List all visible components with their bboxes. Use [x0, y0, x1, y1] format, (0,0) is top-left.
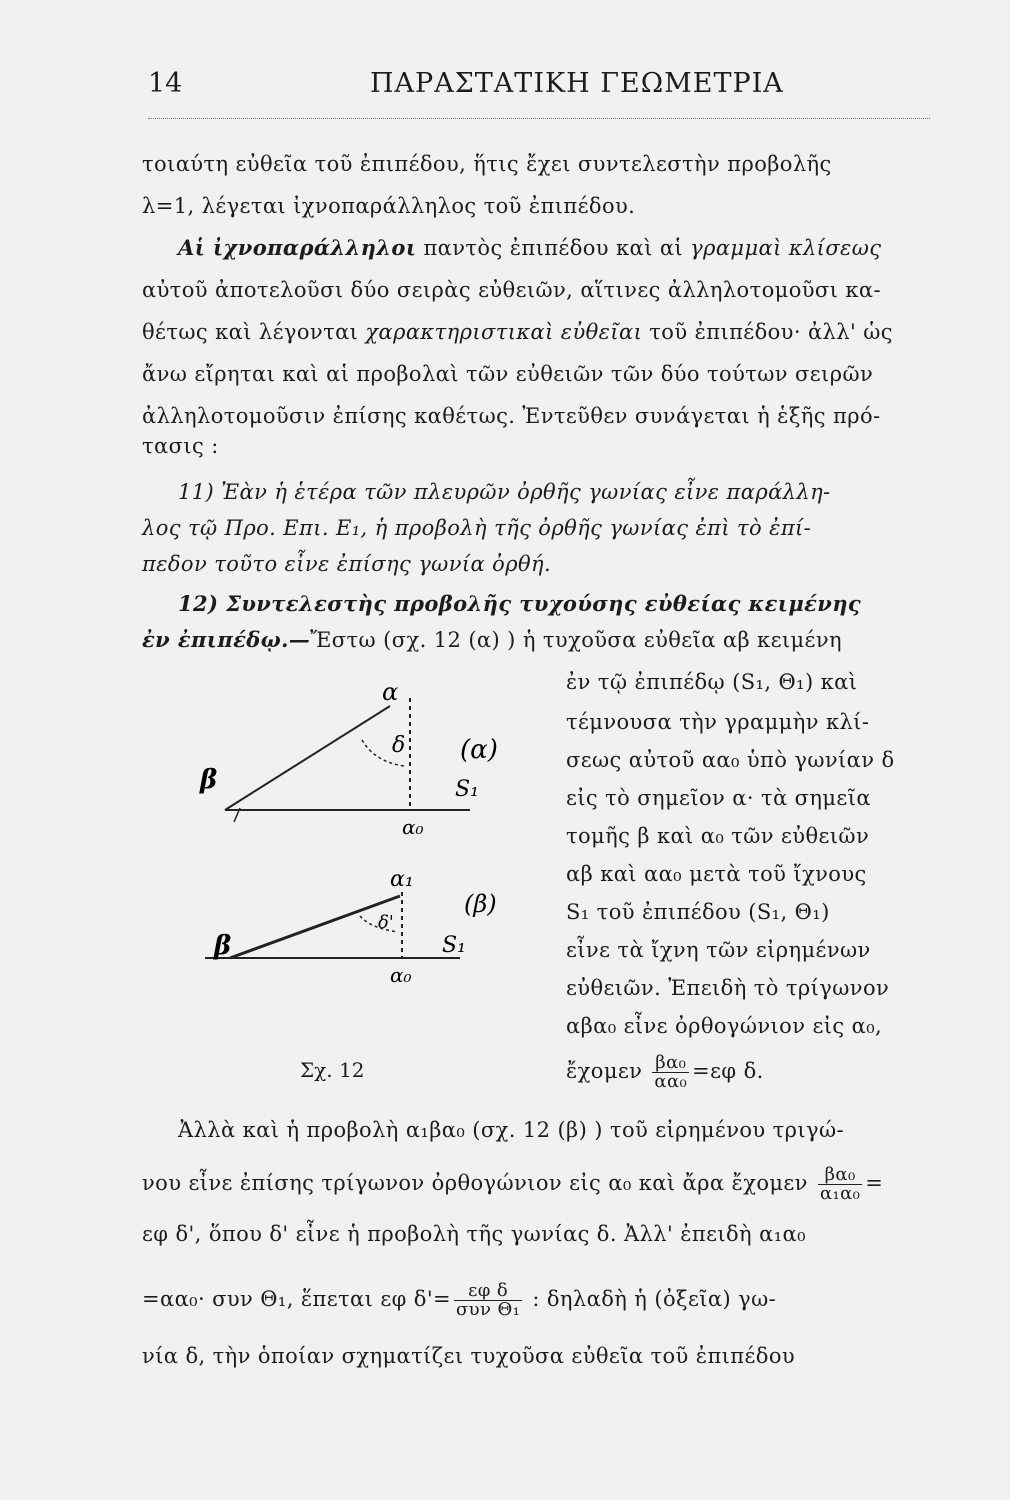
- text-line: ἐν τῷ ἐπιπέδῳ (S₁, Θ₁) καὶ: [566, 670, 858, 694]
- label-b: β: [200, 765, 218, 795]
- text-line: τομῆς β καὶ α₀ τῶν εὐθειῶν: [566, 824, 870, 848]
- text-line: εἰς τὸ σημεῖον α· τὰ σημεῖα: [566, 786, 871, 810]
- proposition-11: 11) Ἐὰν ἡ ἑτέρα τῶν πλευρῶν ὀρθῆς γωνίας εἶνε παράλλη-: [178, 480, 831, 504]
- denominator: αα₀: [654, 1071, 688, 1092]
- proposition-11-line: πεδον τοῦτο εἶνε ἐπίσης γωνία ὀρθή.: [142, 552, 552, 576]
- page-number: 14: [148, 68, 183, 99]
- running-header: [148, 60, 930, 108]
- header-rule: [148, 118, 930, 119]
- text-line: τέμνουσα τὴν γραμμὴν κλί-: [566, 710, 870, 734]
- figure-tag-beta: (β): [464, 890, 497, 918]
- running-title: ΠΑΡΑΣΤΑΤΙΚΗ ΓΕΩΜΕΤΡΙΑ: [370, 68, 784, 99]
- text-line: σεως αὐτοῦ αα₀ ὑπὸ γωνίαν δ: [566, 748, 895, 772]
- fraction: [652, 1054, 689, 1091]
- formula-line: [142, 1282, 776, 1319]
- text-span: : δηλαδὴ ἡ (ὀξεῖα) γω-: [525, 1287, 777, 1311]
- formula-line: [566, 1054, 764, 1091]
- text-line: λ=1, λέγεται ἰχνοπαράλληλος τοῦ ἐπιπέδου.: [142, 194, 636, 218]
- fraction: [818, 1166, 862, 1203]
- figure-12: [170, 670, 530, 1000]
- text-line: [142, 318, 893, 346]
- text-span: Ἔστω (σχ. 12 (α) ) ἡ τυχοῦσα εὐθεῖα αβ κειμένη: [310, 628, 842, 652]
- label-s1-projected: S₁: [442, 933, 466, 958]
- text-span: =εφ δ.: [692, 1059, 764, 1083]
- bold-term: ἐν ἐπιπέδῳ.—: [142, 627, 311, 652]
- text-line: τασις :: [142, 434, 219, 458]
- text-line: ἄνω εἴρηται καὶ αἱ προβολαὶ τῶν εὐθειῶν τῶν δύο τούτων σειρῶν: [142, 362, 874, 386]
- denominator: α₁α₀: [819, 1183, 861, 1204]
- formula-line: [142, 1166, 883, 1203]
- text-span: =αα₀· συν Θ₁, ἕπεται εφ δ'=: [142, 1287, 451, 1311]
- section-12-title: 12) Συντελεστὴς προβολῆς τυχούσης εὐθείας κειμένης: [178, 591, 862, 616]
- text-span: ἔχομεν: [566, 1059, 643, 1083]
- fraction: [454, 1282, 522, 1319]
- label-a: α: [382, 678, 399, 706]
- proposition-11-line: λος τῷ Προ. Επι. Ε₁, ἡ προβολὴ τῆς ὀρθῆς γωνίας ἐπὶ τὸ ἐπί-: [142, 516, 812, 540]
- numerator: εφ δ: [454, 1282, 522, 1301]
- label-a0: α₀: [402, 815, 424, 839]
- text-line: Ἀλλὰ καὶ ἡ προβολὴ α₁βα₀ (σχ. 12 (β) ) τοῦ εἰρημένου τριγώ-: [178, 1118, 845, 1142]
- text-span: παντὸς ἐπιπέδου καὶ αἱ: [416, 236, 691, 260]
- numerator: βα₀: [652, 1054, 689, 1073]
- text-span: τοῦ ἐπιπέδου· ἀλλ' ὡς: [642, 320, 893, 344]
- text-line: εὐθειῶν. Ἐπειδὴ τὸ τρίγωνον: [566, 976, 890, 1000]
- text-line: [142, 626, 842, 654]
- text-span: θέτως καὶ λέγονται: [142, 320, 366, 344]
- text-line: [178, 234, 881, 262]
- text-line: τοιαύτη εὐθεῖα τοῦ ἐπιπέδου, ἥτις ἔχει συντελεστὴν προβολῆς: [142, 152, 832, 176]
- text-line: εἶνε τὰ ἴχνη τῶν εἰρημένων: [566, 938, 871, 962]
- figure-drawing: [170, 670, 530, 1000]
- italic-term: γραμμαὶ κλίσεως: [690, 236, 882, 260]
- numerator: βα₀: [818, 1166, 862, 1185]
- label-a1: α₁: [390, 867, 414, 892]
- text-line: S₁ τοῦ ἐπιπέδου (S₁, Θ₁): [566, 900, 830, 924]
- text-line: ἀλληλοτομοῦσιν ἐπίσης καθέτως. Ἐντεῦθεν συνάγεται ἡ ἑξῆς πρό-: [142, 404, 881, 428]
- text-span: νου εἶνε ἐπίσης τρίγωνον ὀρθογώνιον εἰς α₀ καὶ ἄρα ἔχομεν: [142, 1171, 808, 1195]
- text-line: εφ δ', ὅπου δ' εἶνε ἡ προβολὴ τῆς γωνίας δ. Ἀλλ' ἐπειδὴ α₁α₀: [142, 1222, 806, 1246]
- figure-caption: Σχ. 12: [300, 1058, 365, 1082]
- line-a1b: [230, 896, 400, 958]
- text-line: νία δ, τὴν ὁποίαν σχηματίζει τυχοῦσα εὐθεῖα τοῦ ἐπιπέδου: [142, 1344, 796, 1368]
- bold-term: Αἱ ἰχνοπαράλληλοι: [178, 235, 417, 260]
- italic-term: χαρακτηριστικαὶ εὐθεῖαι: [365, 320, 643, 344]
- label-b-projected: β: [214, 931, 232, 961]
- label-delta-prime: δ': [378, 912, 394, 933]
- label-a0-projected: α₀: [390, 963, 412, 987]
- text-span: =: [865, 1171, 884, 1195]
- label-delta: δ: [392, 733, 406, 758]
- label-s1: S₁: [455, 777, 479, 802]
- text-line: αὐτοῦ ἀποτελοῦσι δύο σειρὰς εὐθειῶν, αἵτινες ἀλληλοτομοῦσι κα-: [142, 278, 881, 302]
- denominator: συν Θ₁: [455, 1299, 521, 1320]
- text-line: αβα₀ εἶνε ὀρθογώνιον εἰς α₀,: [566, 1014, 883, 1038]
- text-line: αβ καὶ αα₀ μετὰ τοῦ ἴχνους: [566, 862, 867, 886]
- line-ab: [225, 706, 390, 810]
- figure-tag-alpha: (α): [460, 735, 498, 765]
